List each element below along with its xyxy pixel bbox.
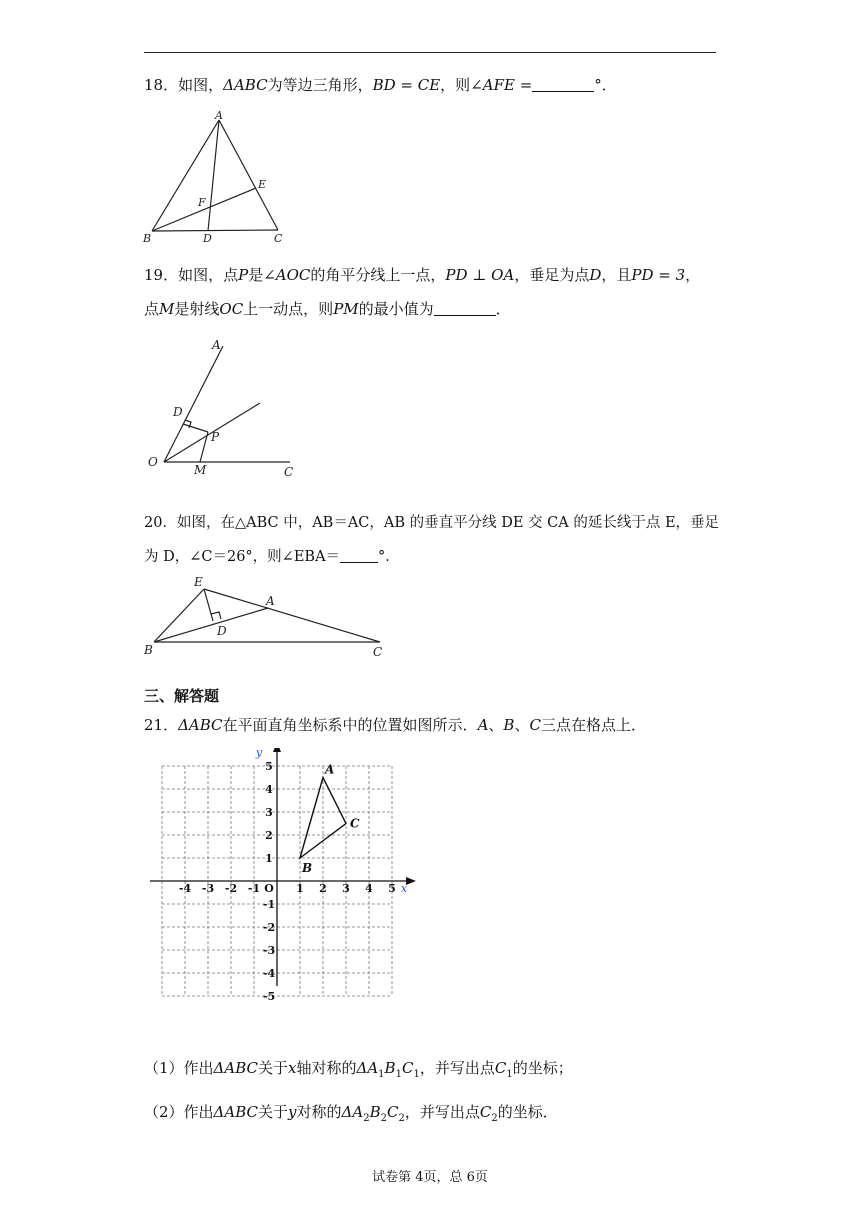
q18-equation: BD = CE bbox=[372, 76, 441, 94]
answer-blank bbox=[434, 299, 496, 316]
label-F: F bbox=[198, 196, 206, 209]
label-E: E bbox=[258, 178, 267, 191]
q19-text: 上一动点，则 bbox=[243, 300, 334, 318]
label-M: M bbox=[194, 463, 207, 477]
q19-text: 点 bbox=[144, 300, 160, 318]
q19-text: 是 bbox=[248, 266, 264, 284]
x-tick-label: 3 bbox=[342, 882, 350, 895]
subscript: 1 bbox=[378, 1069, 385, 1080]
q18-text: 为等边三角形， bbox=[267, 76, 373, 94]
q21-point: C bbox=[529, 716, 541, 734]
coordinate-grid bbox=[140, 748, 420, 1010]
q18-tail: °． bbox=[594, 76, 617, 94]
q21-point: A bbox=[477, 716, 489, 734]
label-C: C bbox=[274, 232, 283, 245]
x-axis-label: x bbox=[400, 882, 408, 895]
q21-number: 21． bbox=[144, 716, 179, 734]
q20-tail: °． bbox=[378, 549, 400, 565]
q19-figure bbox=[140, 334, 310, 482]
subscript: 1 bbox=[506, 1069, 513, 1080]
label-E: E bbox=[194, 575, 203, 589]
q19-text: 的最小值为 bbox=[358, 300, 434, 318]
q19-text: 如图，点 bbox=[178, 266, 239, 284]
part-triangle: ΔA bbox=[356, 1059, 379, 1077]
q19-equation: PD = 3 bbox=[631, 266, 686, 284]
part-label: （1）作出 bbox=[144, 1059, 214, 1077]
q18-angle: ∠AFE = bbox=[470, 76, 533, 94]
x-tick-label: 5 bbox=[388, 882, 396, 895]
label-B: B bbox=[143, 232, 152, 245]
origin-label: O bbox=[264, 882, 274, 895]
question-18 bbox=[144, 74, 617, 96]
part-label: （2）作出 bbox=[144, 1103, 214, 1121]
q19-perp: PD ⊥ OA bbox=[445, 266, 515, 284]
section-title: 三、解答题 bbox=[144, 687, 220, 705]
x-tick-label: -4 bbox=[178, 882, 192, 895]
question-19-line2 bbox=[144, 298, 511, 320]
y-tick-label: 2 bbox=[265, 829, 273, 842]
q19-point: P bbox=[238, 266, 249, 284]
x-tick-label: -1 bbox=[247, 882, 261, 895]
q18-triangle: ΔABC bbox=[223, 76, 268, 94]
q19-point: D bbox=[589, 266, 602, 284]
y-tick-label: 5 bbox=[265, 760, 273, 773]
y-axis-arrow bbox=[273, 748, 281, 752]
y-tick-label: 1 bbox=[265, 852, 273, 865]
part-text: 的坐标． bbox=[497, 1103, 558, 1121]
label-A: A bbox=[215, 109, 223, 122]
q18-text: ，则 bbox=[440, 76, 471, 94]
y-tick-label: -3 bbox=[262, 944, 276, 957]
q19-text: ， bbox=[685, 266, 701, 284]
part-text: 关于 bbox=[258, 1059, 289, 1077]
subscript: 2 bbox=[363, 1113, 370, 1124]
y-axis-label: y bbox=[255, 748, 263, 759]
part-text: 对称的 bbox=[296, 1103, 342, 1121]
q19-tail: ． bbox=[495, 300, 511, 318]
part-axis: y bbox=[288, 1103, 297, 1121]
question-21 bbox=[144, 714, 646, 736]
answer-blank bbox=[532, 75, 594, 92]
x-tick-label: -3 bbox=[201, 882, 215, 895]
y-tick-label: 3 bbox=[265, 806, 273, 819]
part-triangle: ΔABC bbox=[213, 1059, 258, 1077]
q18-figure bbox=[140, 108, 300, 250]
label-P: P bbox=[211, 430, 220, 444]
q19-ray: OC bbox=[219, 300, 244, 318]
y-tick-label: -1 bbox=[262, 898, 276, 911]
part-triangle: ΔA bbox=[341, 1103, 364, 1121]
q21-sep: 、 bbox=[488, 716, 504, 734]
point-label-A: A bbox=[325, 762, 335, 777]
q19-text: ，且 bbox=[601, 266, 632, 284]
q19-number: 19． bbox=[144, 266, 179, 284]
q19-point: M bbox=[159, 300, 175, 318]
y-tick-label: -5 bbox=[262, 990, 276, 1003]
question-20-line1: 20．如图，在△ABC 中，AB＝AC，AB 的垂直平分线 DE 交 CA 的延长线于点 E，垂足 bbox=[144, 515, 720, 531]
x-tick-label: -2 bbox=[224, 882, 238, 895]
question-21-part1 bbox=[144, 1057, 573, 1086]
header-rule bbox=[144, 52, 716, 53]
label-D: D bbox=[173, 405, 183, 419]
label-B: B bbox=[144, 643, 153, 657]
part-text: 轴对称的 bbox=[296, 1059, 357, 1077]
q18-text: 如图， bbox=[178, 76, 224, 94]
y-tick-label: -4 bbox=[262, 967, 276, 980]
y-tick-label: -2 bbox=[262, 921, 276, 934]
label-C: C bbox=[284, 465, 294, 479]
x-axis-arrow bbox=[406, 877, 416, 885]
q21-triangle: ΔABC bbox=[178, 716, 223, 734]
y-tick-label: 4 bbox=[265, 783, 273, 796]
q21-sep: 、 bbox=[514, 716, 530, 734]
part-triangle: ΔABC bbox=[213, 1103, 258, 1121]
label-D: D bbox=[217, 624, 227, 638]
subscript: 2 bbox=[398, 1113, 405, 1124]
question-20-line2 bbox=[144, 546, 400, 568]
q19-text: 是射线 bbox=[174, 300, 220, 318]
x-tick-label: 2 bbox=[319, 882, 327, 895]
q20-figure bbox=[140, 572, 390, 660]
part-triangle: B bbox=[369, 1103, 381, 1121]
part-triangle: C bbox=[401, 1059, 414, 1077]
label-D: D bbox=[203, 232, 212, 245]
q21-text: 在平面直角坐标系中的位置如图所示． bbox=[222, 716, 478, 734]
x-tick-label: 1 bbox=[296, 882, 304, 895]
point-label-C: C bbox=[350, 816, 360, 831]
part-triangle: B bbox=[384, 1059, 396, 1077]
part-text: ，并写出点 bbox=[419, 1059, 495, 1077]
q21-point: B bbox=[503, 716, 515, 734]
part-axis: x bbox=[288, 1059, 297, 1077]
subscript: 2 bbox=[380, 1113, 387, 1124]
q21-text: 三点在格点上． bbox=[540, 716, 646, 734]
tick-labels bbox=[179, 748, 408, 1003]
q19-segment: PM bbox=[333, 300, 359, 318]
label-A: A bbox=[212, 338, 221, 352]
label-A: A bbox=[266, 594, 275, 608]
part-text: ，并写出点 bbox=[404, 1103, 480, 1121]
q18-number: 18． bbox=[144, 76, 179, 94]
part-text: 关于 bbox=[258, 1103, 289, 1121]
x-tick-label: 4 bbox=[365, 882, 373, 895]
page-footer: 试卷第 4页，总 6页 bbox=[372, 1170, 488, 1185]
part-point: C bbox=[494, 1059, 507, 1077]
answer-blank bbox=[340, 546, 378, 563]
q19-text: ，垂足为点 bbox=[514, 266, 590, 284]
subscript: 1 bbox=[413, 1069, 420, 1080]
q19-text: 的角平分线上一点， bbox=[310, 266, 446, 284]
part-triangle: C bbox=[386, 1103, 399, 1121]
question-21-part2 bbox=[144, 1101, 558, 1130]
label-C: C bbox=[373, 645, 383, 659]
part-point: C bbox=[479, 1103, 492, 1121]
question-19-line1 bbox=[144, 264, 700, 286]
subscript: 2 bbox=[491, 1113, 498, 1124]
q20-text: 为 D，∠C＝26°，则∠EBA＝ bbox=[144, 549, 341, 565]
subscript: 1 bbox=[395, 1069, 402, 1080]
q19-angle: ∠AOC bbox=[263, 266, 311, 284]
point-label-B: B bbox=[302, 861, 313, 875]
part-text: 的坐标； bbox=[512, 1059, 573, 1077]
label-O: O bbox=[148, 455, 158, 469]
